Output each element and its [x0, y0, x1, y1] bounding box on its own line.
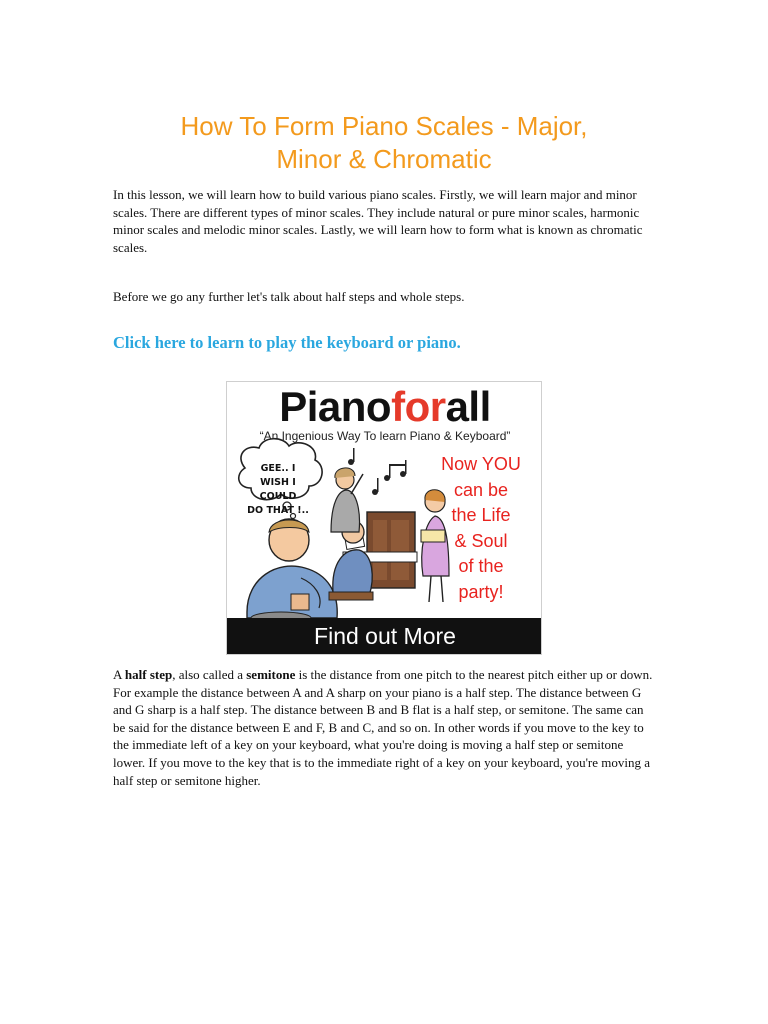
logo-text-piano: Piano — [279, 383, 392, 430]
bubble-line-2: WISH I COULD — [259, 477, 297, 502]
promo-line: of the — [458, 556, 504, 576]
half-steps-intro-paragraph: Before we go any further let's talk about half steps and whole steps. — [113, 289, 465, 304]
promo-line: Now YOU — [441, 454, 521, 474]
logo-text-all: all — [445, 383, 491, 430]
p3-text-rest: is the distance from one pitch to the nearest pitch either up or down. For example the distance between A and A sharp on your piano is a half step. The distance between G and G sharp is a half step. The distance between B and B flat is a half step, or semitone. The same can be said for the distance between E and F, B and C, and so on. In other words if you move to the key to the immediate left of a key on your keyboard, what you're doing is moving a half step or semitone lower. If you move to the key that is to the immediate right of a key on your keyboard, you're moving a half step or semitone higher. — [113, 667, 653, 788]
promo-text — [423, 452, 539, 605]
bubble-line-1: GEE.. I — [260, 463, 296, 474]
promo-line: party! — [458, 581, 504, 602]
pianoforall-ad-banner[interactable] — [226, 381, 542, 655]
thought-bubble-text — [241, 462, 315, 518]
title-line-1: How To Form Piano Scales - Major, — [180, 111, 588, 141]
promo-line: the Life — [451, 505, 511, 525]
thinking-man-figure — [247, 519, 337, 624]
music-notes — [348, 448, 407, 495]
intro-paragraph: In this lesson, we will learn how to build various piano scales. Firstly, we will learn major and minor scales. There are different types of minor scales. They include natural or pure minor scales, harmonic minor scales and melodic minor scales. Lastly, we will learn how to form what is known as chromatic scales. — [113, 187, 643, 255]
find-out-more-button[interactable]: Find out More — [227, 618, 542, 654]
page-title — [113, 110, 655, 176]
learn-piano-link[interactable]: Click here to learn to play the keyboard or piano. — [113, 333, 461, 352]
semitone-term: semitone — [246, 667, 296, 682]
half-step-paragraph — [113, 666, 658, 789]
title-line-2: Minor & Chromatic — [276, 144, 492, 174]
banner-tagline: “An Ingenious Way To learn Piano & Keyboard” — [259, 429, 511, 443]
promo-line: & Soul — [454, 530, 508, 551]
p3-text-b: , also called a — [172, 667, 247, 682]
half-step-term: half step — [124, 667, 173, 682]
p3-text-a: A — [113, 667, 125, 682]
singer-figure — [331, 468, 363, 532]
bubble-line-3: DO THAT !.. — [247, 505, 309, 516]
promo-line: can be — [453, 479, 509, 500]
logo-text-for: for — [391, 383, 446, 430]
